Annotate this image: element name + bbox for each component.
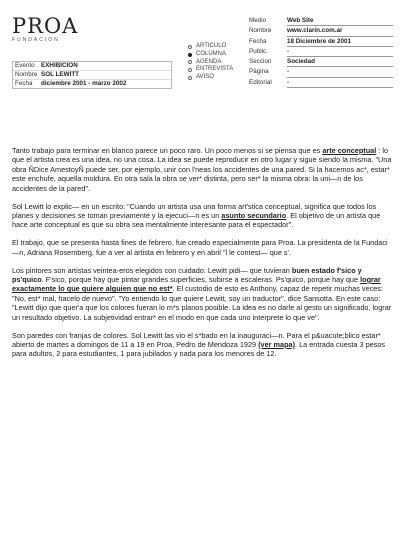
meta-key: Editorial <box>249 78 272 86</box>
article-paragraph: El trabajo, que se presenta hasta fines de febrero, fue creado especialmente para Proa. La presidenta de la Fundaci—n, Adriana Rosemberg, fue a ver al artista en febrero y en abril "l le contest— que s'. <box>12 238 388 257</box>
meta-row <box>249 47 393 57</box>
meta-value: www.clarin.com.ar <box>287 26 393 36</box>
logo-title: PROA <box>12 14 79 38</box>
meta-row <box>249 37 393 47</box>
event-row <box>13 62 171 71</box>
event-info-box <box>12 61 172 89</box>
meta-key: Public. <box>249 47 268 55</box>
meta-row <box>249 16 393 26</box>
event-value: EXHIBICION <box>41 62 78 69</box>
menu-item-entrevista[interactable] <box>188 66 233 74</box>
meta-value: 18 Diciembre de 2001 <box>287 37 393 47</box>
meta-value: Web Site <box>287 16 393 26</box>
article-paragraph <box>12 331 394 359</box>
menu-item-columna[interactable] <box>188 51 233 59</box>
text-run: Sol Lewitt lo explic— en un escrito: "Cuando un artista usa una forma art'stica conceptual, significa que todos los planes y decisiones se toman previamente y la ejecuci—n es un <box>12 201 377 220</box>
radio-icon <box>188 60 192 64</box>
meta-value: - <box>287 47 393 57</box>
meta-row <box>249 67 393 77</box>
text-run: . La entrada cuesta 3 pesos para adultos, 2 para estudiantes, 1 para jubilados y nada para los menores de 12. <box>12 339 386 359</box>
meta-row <box>249 78 393 88</box>
meta-value: Sociedad <box>287 57 393 67</box>
menu-item-label: AVISO <box>196 74 214 81</box>
article-paragraph <box>12 146 394 193</box>
event-key: Evento <box>15 62 35 69</box>
meta-key: Nombre <box>249 27 272 35</box>
menu-item-label: AGENDA <box>196 58 222 65</box>
radio-icon <box>188 68 192 72</box>
menu-item-label: COLUMNA <box>196 50 227 57</box>
map-link[interactable]: (ver mapa) <box>258 339 296 349</box>
text-run: Son paredes con franjas de colores. Sol Lewitt las vio el s*bado en la inauguraci—n. Para el p&uacute;blico estar* abierto de martes a domingos de 11 a 19 en Proa, Pedro de Mendoza 1929 <box>12 330 381 349</box>
event-key: Nombre <box>15 71 38 78</box>
event-value: diciembre 2001 - marzo 2002 <box>41 80 127 87</box>
media-info-table <box>249 16 393 88</box>
meta-key: Medio <box>249 17 267 24</box>
radio-selected-icon <box>188 53 192 57</box>
radio-icon <box>188 76 192 80</box>
text-run: : lo que el artista crea es una idea, no una cosa. La idea se puede reproducir en otro lugar y sigue siendo la misma. "Una obra ÑDice AmestoyÑ puede ser, por ejemplo, unir con l'neas los accidentes de una pared. Si la hacemos ac*, estar* este enchufe, aquella moldura. En otra sala la obra se ver* distinta, pero ser* la misma obra: la uni—n de los accidentes de la pared". <box>12 146 392 193</box>
text-run: . F'sico, porque hay que pintar grandes superficies, subirse a escaleras. Ps'quico, porque hay que <box>41 274 361 284</box>
logo-subtitle: FUNDACION <box>12 37 60 43</box>
event-key: Fecha <box>15 80 33 87</box>
meta-key: Página <box>249 68 269 76</box>
article-body <box>12 146 394 367</box>
event-row <box>13 71 171 80</box>
meta-value: - <box>287 67 393 77</box>
highlight-text: buen estado f'sico y ps'quico <box>12 265 362 284</box>
highlight-text: asunto secundario <box>221 210 287 220</box>
text-run: Los pintores son artistas veintea-eros elegidos con cuidado: Lewitt pidi— que tuvieran <box>12 265 292 275</box>
text-run: Tanto trabajo para terminar en blanco parece un poco raro. Un poco menos si se piensa que es <box>12 146 323 155</box>
type-menu <box>188 43 233 82</box>
meta-row <box>249 57 393 67</box>
meta-value: - <box>287 78 393 88</box>
article-paragraph <box>12 202 394 230</box>
event-value: SOL LEWITT <box>41 71 80 78</box>
highlight-text: lograr exactamente lo que quiere alguien que no est* <box>12 274 381 294</box>
radio-icon <box>188 45 192 49</box>
highlight-text: arte conceptual <box>322 146 377 155</box>
meta-row <box>249 26 393 36</box>
menu-item-label: ARTICULO <box>196 43 227 49</box>
menu-item-agenda[interactable] <box>188 59 233 67</box>
article-paragraph <box>12 266 394 322</box>
proa-logo <box>12 16 78 43</box>
text-run: . El custodio de esto es Anthony, capaz de repetir muchas veces: "No, est* mal, hacelo de nuevo". "Yo entiendo lo que quiere Lewitt, soy un traductor", dice Sansotta. En este caso: "Lewitt dijo que quer'a que los colores fueran lo m*s planos posible. La idea es no darle al gesto un significado, lograr un resultado objetivo. La subjetividad entrar* en el modo en que cada uno interprete lo que ve". <box>12 284 392 322</box>
text-run: . El objetivo de un artista que hace arte conceptual es que su obra sea mentalmente interesante para el espectador". <box>12 210 381 230</box>
meta-key: Fecha <box>249 37 267 45</box>
menu-item-aviso[interactable] <box>188 74 233 82</box>
menu-item-label: ENTREVISTA <box>196 66 234 73</box>
event-row <box>13 80 171 88</box>
meta-key: Seccion <box>249 58 272 66</box>
menu-item-articulo[interactable] <box>188 43 233 51</box>
